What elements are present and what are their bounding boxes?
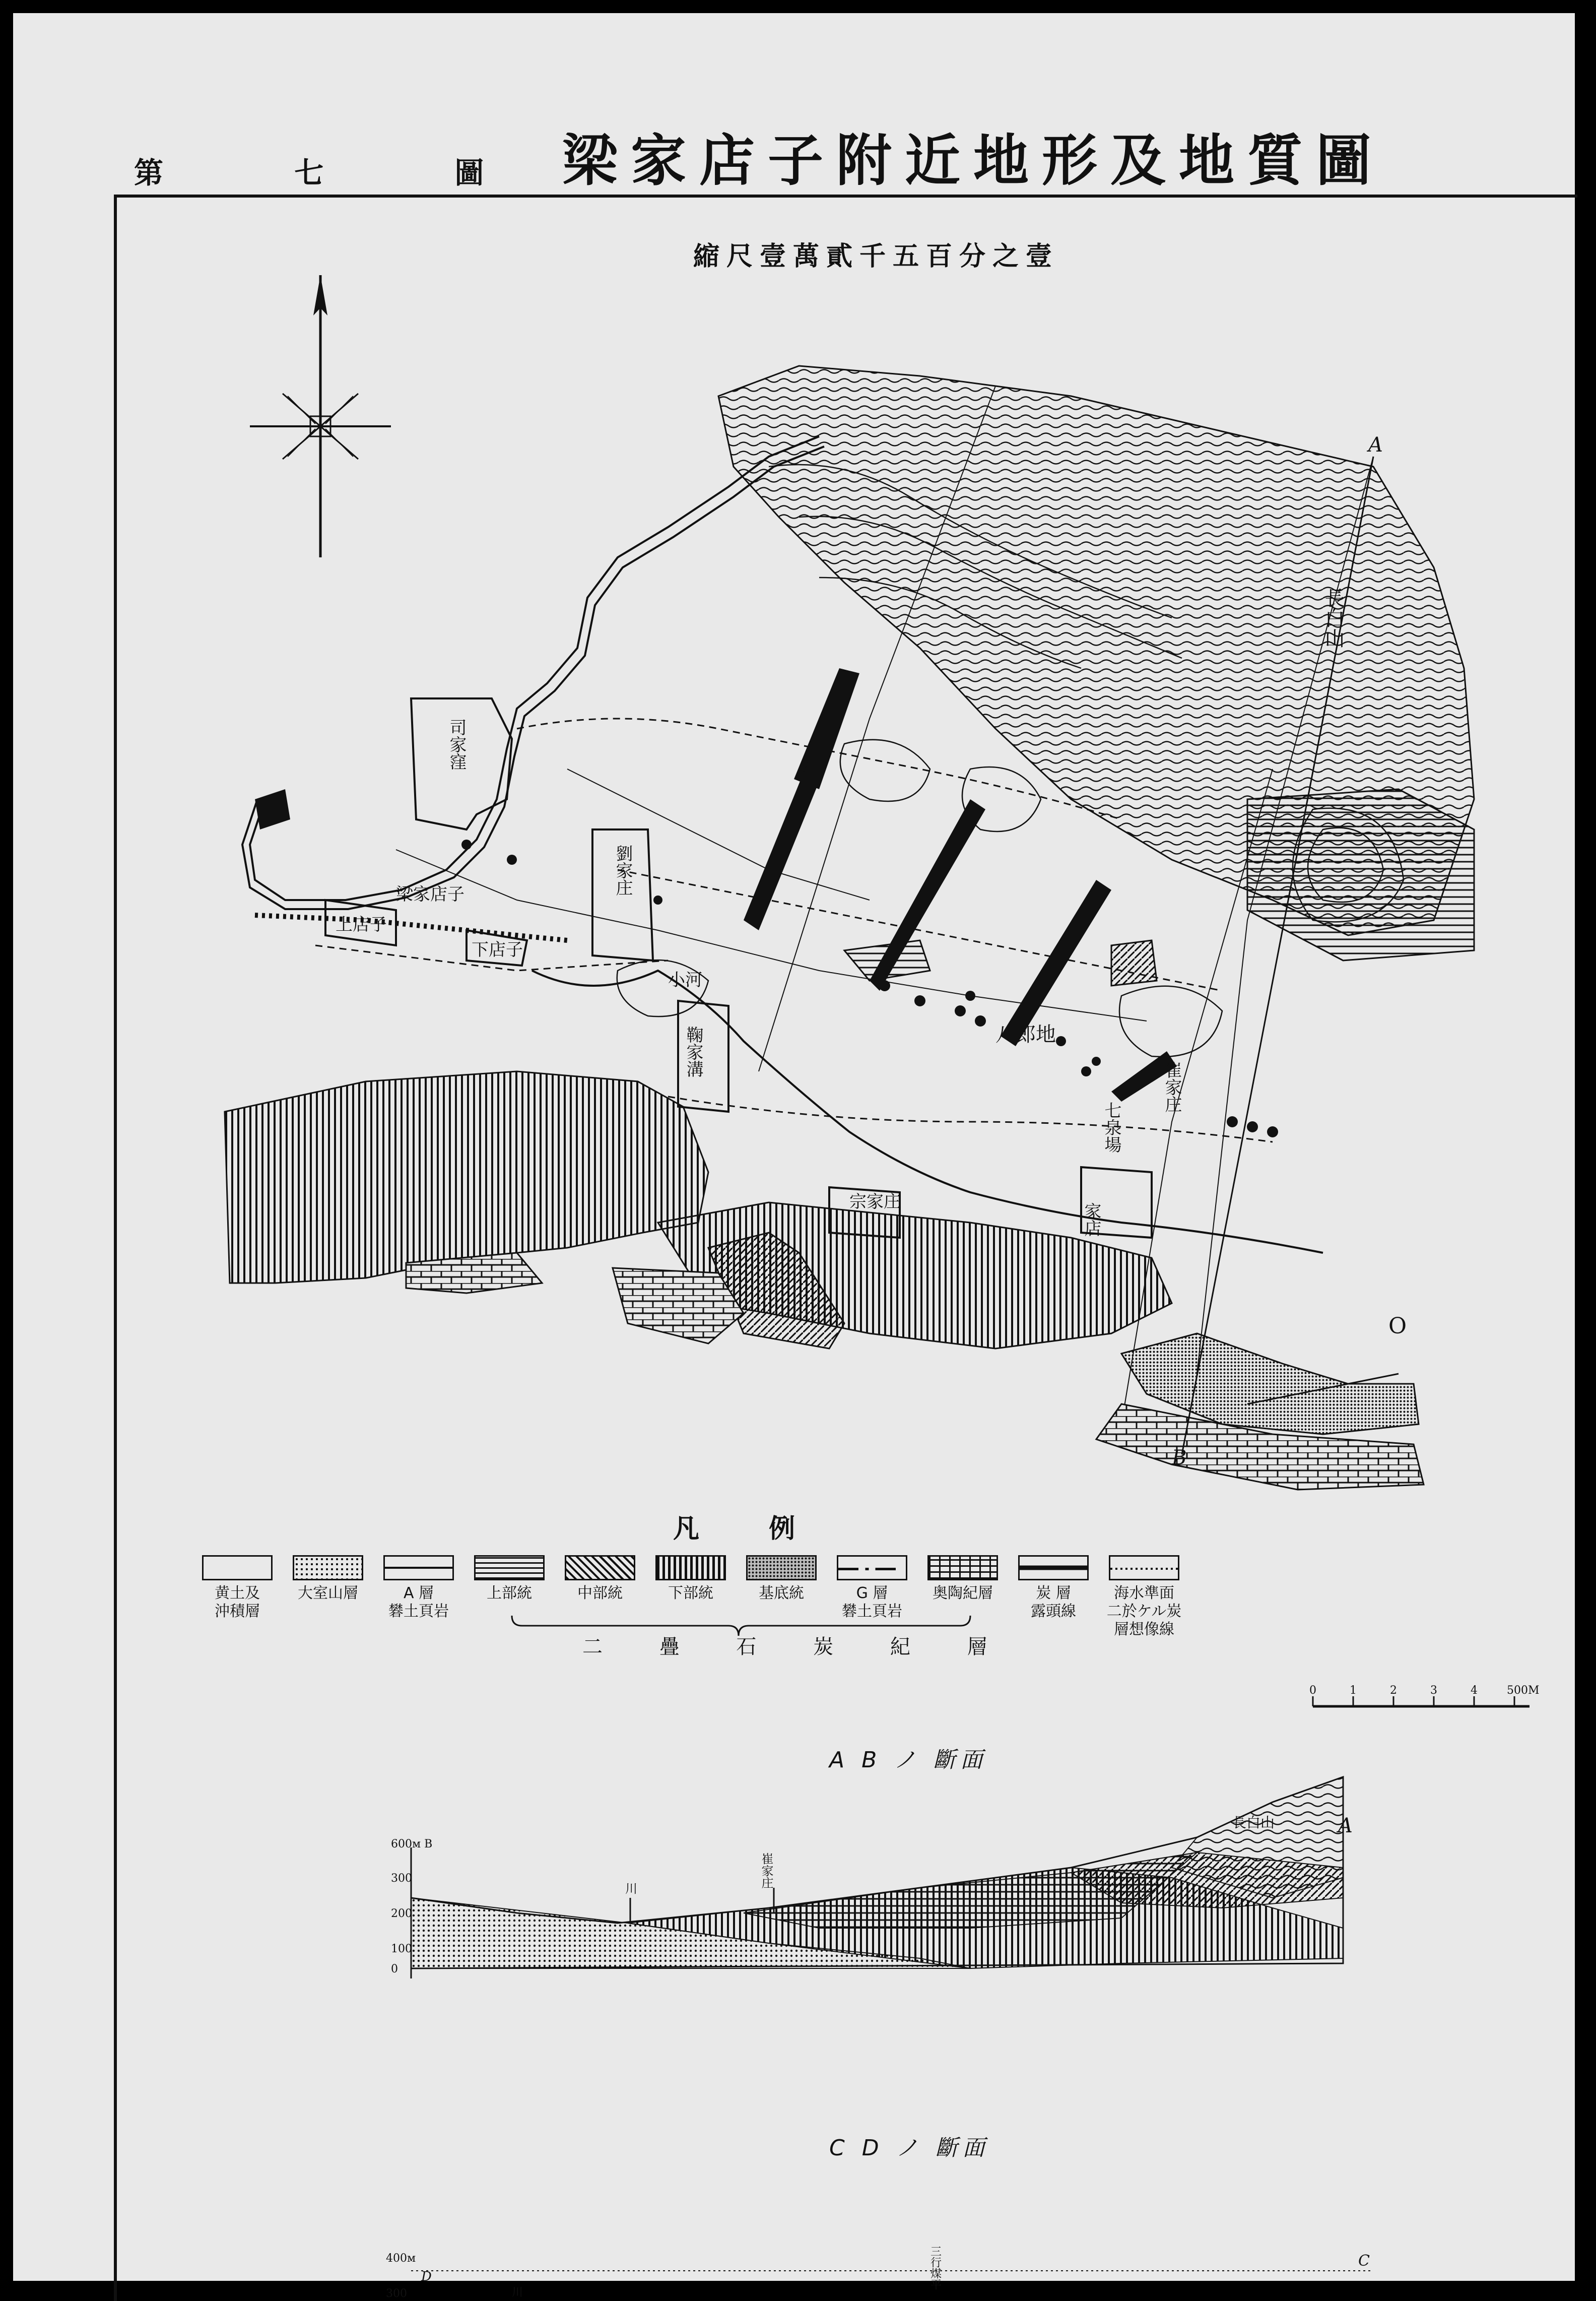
label-qiquan: 七泉場 [1101,1102,1121,1153]
map-title: 梁家店子附近地形及地質圖 [562,128,1384,193]
legend-group-label: 二 疊 石 炭 紀 層 [582,1635,1013,1658]
geologic-map [13,13,1575,2300]
section-cd-d-label: D [421,2269,432,2284]
legend-label: 上部統 [487,1584,532,1602]
legend-item [290,1555,366,1603]
label-point-b: B [1172,1446,1187,1469]
legend-swatch [202,1555,273,1580]
legend-swatch [655,1555,726,1580]
label-point-o: O [1388,1313,1407,1339]
legend-label: 奥陶紀層 [933,1584,993,1602]
label-liujiazhuang: 劉家庄 [613,845,633,896]
legend-swatch [293,1555,363,1580]
legend-item [381,1555,456,1621]
scale-bar [1309,1684,1540,1706]
legend-label: G 層 礬土頁岩 [842,1584,902,1620]
scale-tick: 1 [1350,1684,1357,1697]
scale-tick: 3 [1430,1684,1437,1697]
legend-swatch [565,1555,635,1580]
section-ab-ytick: 300 [391,1872,412,1885]
legend-item [653,1555,728,1603]
section-ab-village-label: 崔家庄 [759,1852,773,1889]
section-ab-peak-label: 長白山 [1232,1814,1275,1831]
legend-item [200,1555,275,1621]
legend-swatch [1109,1555,1179,1580]
legend-label: 大室山層 [298,1584,358,1602]
section-ab-title: A B ノ 斷面 [829,1747,988,1773]
legend-label: A 層 礬土頁岩 [388,1584,449,1620]
legend-item [472,1555,547,1603]
section-cd-seam-label: 三行煤平 [928,2246,942,2290]
section-cd-title: C D ノ 斷面 [829,2135,990,2161]
plate-number: 第 七 圖 [134,156,545,190]
label-jiadian: 家店 [1081,1202,1101,1237]
legend-label: 下部統 [668,1584,713,1602]
label-changbaishan: 長白山 [1321,588,1345,648]
section-ab-right-label: A [1338,1814,1353,1837]
label-zongjiazhuang: 宗家庄 [849,1192,901,1212]
legend-title: 凡 例 [673,1513,826,1544]
label-xiaohe: 小河 [668,970,702,990]
legend-label: 中部統 [577,1584,623,1602]
legend-swatch [383,1555,454,1580]
scale-tick: 0 [1309,1684,1316,1697]
legend-swatch [746,1555,817,1580]
legend-swatch [927,1555,998,1580]
legend-swatch [1018,1555,1089,1580]
legend-swatch [474,1555,545,1580]
label-basin: 八郎地 [995,1023,1056,1046]
legend-item [1106,1555,1182,1639]
section-ab-ytick: 200 [391,1907,412,1920]
legend-item [925,1555,1001,1603]
legend-item [1016,1555,1091,1621]
label-sijiagou: 司家窪 [446,719,467,770]
legend-item [562,1555,638,1603]
legend-label: 炭 層 露頭線 [1031,1584,1076,1620]
section-cd-left-label: 400м [386,2252,416,2265]
section-cd-river-label: 川 [512,2286,523,2299]
legend-item [744,1555,819,1603]
label-xiadianzi: 下店子 [472,940,523,960]
section-ab-ytick: 0 [391,1963,398,1975]
section-cd-ytick: 300 [386,2287,407,2300]
section-cd-c-label: C [1358,2252,1370,2270]
section-ab [391,1777,1353,1978]
scale-tick: 4 [1471,1684,1478,1697]
section-ab-river-label: 川 [625,1882,637,1896]
section-ab-ytick: 100 [391,1943,412,1955]
legend-item [834,1555,910,1621]
label-cuijiazhuang: 崔家庄 [1162,1061,1182,1113]
scale-note: 縮尺壹萬貳千五百分之壹 [693,241,1059,272]
map-sheet [13,13,1575,2300]
legend-label: 基底統 [759,1584,804,1602]
legend-label: 海水準面 二於ケル炭 層想像線 [1106,1584,1182,1638]
scale-tick: 2 [1390,1684,1397,1697]
label-liangjiadianzi: 梁家店子 [396,884,464,905]
scale-tick: 500M [1507,1684,1540,1697]
legend-swatch [837,1555,907,1580]
label-jujiagou: 鞠家溝 [683,1026,703,1077]
legend-label: 黄土及 沖積層 [215,1584,260,1620]
section-ab-left-label: 600м B [391,1838,433,1850]
north-arrow-icon [250,275,391,557]
label-point-a: A [1368,433,1383,457]
label-shangdianzi: 上店子 [336,915,387,935]
